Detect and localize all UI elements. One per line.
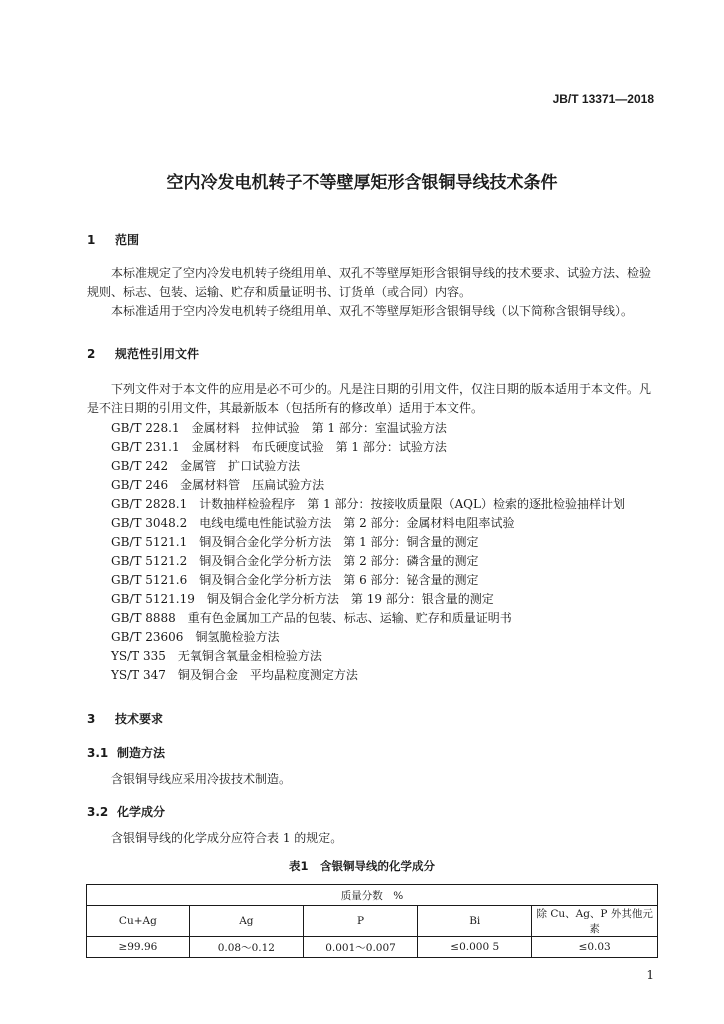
section-1-heading [87,231,139,248]
table-header-row [87,906,658,937]
section-title: 技术要求 [115,712,164,726]
column-header: Cu+Ag [87,906,190,937]
section-title: 制造方法 [117,746,166,760]
reference-item: GB/T 246 金属材料管 压扁试验方法 [111,478,325,492]
reference-item: YS/T 335 无氧铜含氧量金相检验方法 [111,649,322,663]
section-title: 范围 [115,233,140,247]
reference-item: GB/T 228.1 金属材料 拉伸试验 第 1 部分：室温试验方法 [111,421,447,435]
reference-item: GB/T 5121.6 铜及铜合金化学分析方法 第 6 部分：铋含量的测定 [111,573,479,587]
reference-item: GB/T 242 金属管 扩口试验方法 [111,459,301,473]
paragraph: 本标准适用于空内冷发电机转子绕组用单、双孔不等壁厚矩形含银铜导线（以下简称含银铜导线）。 [111,304,634,318]
reference-item: GB/T 2828.1 计数抽样检验程序 第 1 部分：按接收质量限（AQL）检索的逐批检验抽样计划 [111,497,625,511]
reference-item: GB/T 5121.2 铜及铜合金化学分析方法 第 2 部分：磷含量的测定 [111,554,479,568]
page-number: 1 [646,968,654,982]
table-cell: ≥99.96 [87,937,190,958]
reference-item: GB/T 5121.1 铜及铜合金化学分析方法 第 1 部分：铜含量的测定 [111,535,479,549]
table-cell: ≤0.03 [532,937,658,958]
reference-item: GB/T 23606 铜氢脆检验方法 [111,630,280,644]
section-3-heading [87,710,163,727]
section-3-1-heading [87,744,165,761]
table-row [87,937,658,958]
column-header: P [303,906,417,937]
reference-item: GB/T 231.1 金属材料 布氏硬度试验 第 1 部分：试验方法 [111,440,447,454]
reference-item: YS/T 347 铜及铜合金 平均晶粒度测定方法 [111,668,358,682]
section-number: 3.2 [87,805,109,819]
table-cell: 0.08～0.12 [189,937,303,958]
table-cell: ≤0.000 5 [418,937,532,958]
section-title: 规范性引用文件 [115,347,200,361]
paragraph: 下列文件对于本文件的应用是必不可少的。凡是注日期的引用文件，仅注日期的版本适用于本文件。凡是不注日期的引用文件，其最新版本（包括所有的修改单）适用于本文件。 [87,382,652,415]
column-header: Bi [418,906,532,937]
paragraph: 含银铜导线应采用冷拔技术制造。 [111,772,292,786]
section-2-heading [87,345,199,362]
section-3-2-heading [87,803,165,820]
table-caption: 表1 含银铜导线的化学成分 [288,859,435,873]
paragraph: 含银铜导线的化学成分应符合表 1 的规定。 [111,831,343,845]
chemical-composition-table [86,884,658,958]
normative-references-list [111,419,625,685]
document-title: 空内冷发电机转子不等壁厚矩形含银铜导线技术条件 [166,173,558,193]
section-number: 1 [87,233,96,247]
reference-item: GB/T 5121.19 铜及铜合金化学分析方法 第 19 部分：银含量的测定 [111,592,494,606]
reference-item: GB/T 3048.2 电线电缆电性能试验方法 第 2 部分：金属材料电阻率试验 [111,516,515,530]
column-header: Ag [189,906,303,937]
section-title: 化学成分 [117,805,166,819]
section-number: 3.1 [87,746,109,760]
section-number: 2 [87,347,96,361]
column-header: 除 Cu、Ag、P 外其他元素 [532,906,658,937]
paragraph: 本标准规定了空内冷发电机转子绕组用单、双孔不等壁厚矩形含银铜导线的技术要求、试验方法、检验规则、标志、包装、运输、贮存和质量证明书、订货单（或合同）内容。 [87,266,652,299]
standard-number: JB/T 13371—2018 [552,92,654,106]
table-group-header-row [87,885,658,906]
reference-item: GB/T 8888 重有色金属加工产品的包装、标志、运输、贮存和质量证明书 [111,611,512,625]
table-group-header: 质量分数 % [87,885,658,906]
section-number: 3 [87,712,96,726]
table-cell: 0.001～0.007 [303,937,417,958]
